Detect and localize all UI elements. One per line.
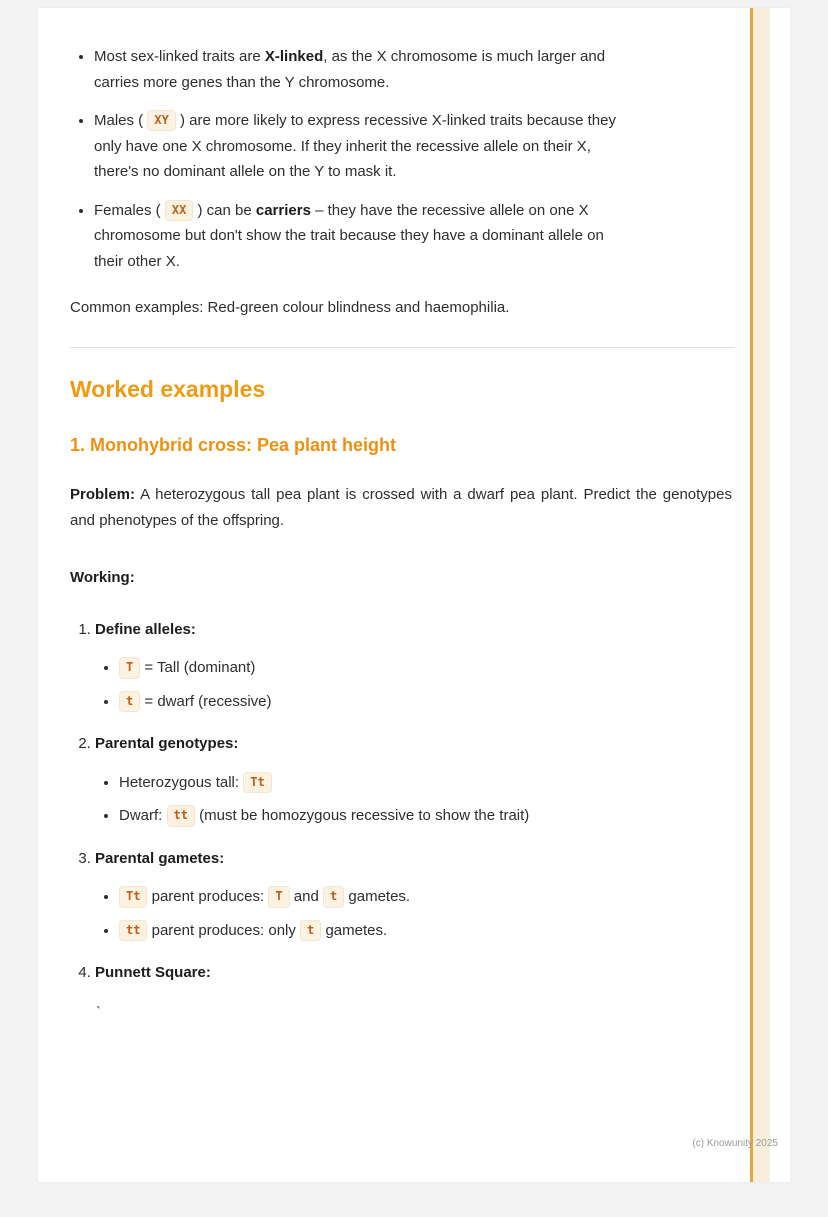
section-divider xyxy=(70,347,735,348)
document-content xyxy=(38,8,790,1182)
stray-backtick: ` xyxy=(96,1003,101,1021)
sub-item-dwarf xyxy=(119,803,732,829)
text-run: parent produces: xyxy=(147,888,269,906)
sub-item-tt-gametes xyxy=(119,918,732,944)
bullet-item-x-linked xyxy=(94,44,626,95)
subsection-heading-monohybrid-cross: 1. Monohybrid cross: Pea plant height xyxy=(70,435,397,456)
genotype-chip-tt: tt xyxy=(119,920,147,941)
text-run: parent produces: only xyxy=(147,921,301,939)
worked-steps-list xyxy=(70,617,732,1026)
text-run: Heterozygous tall: xyxy=(119,773,244,791)
allele-chip-T: T xyxy=(119,657,140,678)
step-title: Parental genotypes: xyxy=(95,735,239,753)
working-label-paragraph xyxy=(70,565,732,591)
bold-run: carriers xyxy=(255,201,311,219)
sex-linked-bullet-list xyxy=(70,44,626,274)
step-title: Punnett Square: xyxy=(95,964,211,982)
step-punnett-square xyxy=(95,960,732,1025)
genotype-chip-Tt: Tt xyxy=(243,772,271,793)
text-run: ) can be xyxy=(193,201,256,219)
define-alleles-sublist xyxy=(95,655,732,714)
bullet-item-males xyxy=(94,108,626,185)
text-run: (must be homozygous recessive to show the trait) xyxy=(194,807,530,825)
step-title: Parental gametes: xyxy=(95,849,225,867)
genotype-chip-tt: tt xyxy=(167,805,195,826)
section-heading-worked-examples: Worked examples xyxy=(70,375,266,402)
text-run: A heterozygous tall pea plant is crossed with a dwarf pea plant. Predict the genotypes and phenotypes of the offspring. xyxy=(70,486,732,529)
gamete-chip-T: T xyxy=(268,886,289,907)
genotype-chip-xx: XX xyxy=(165,200,193,221)
parental-gametes-sublist xyxy=(95,884,732,943)
gamete-chip-t: t xyxy=(300,920,321,941)
sub-item-heterozygous-tall xyxy=(119,770,732,796)
text-run: Males ( xyxy=(94,112,148,129)
text-run: = dwarf (recessive) xyxy=(140,692,272,710)
step-title: Define alleles: xyxy=(95,620,196,638)
text-run: Females ( xyxy=(94,201,165,219)
step-define-alleles xyxy=(95,617,732,715)
text-run: and xyxy=(289,888,323,906)
parental-genotypes-sublist xyxy=(95,770,732,829)
text-run: , as the X chromosome is much larger and carries more genes than the Y chromosome. xyxy=(94,48,606,91)
step-parental-genotypes xyxy=(95,731,732,829)
text-run: = Tall (dominant) xyxy=(140,659,256,677)
sub-item-Tt-gametes xyxy=(119,884,732,910)
text-run: ) are more likely to express recessive X-linked traits because they only have one X chromosome. If they inherit the recessive allele on their X, there's no dominant allele on the Y to mask it. xyxy=(94,112,616,180)
allele-chip-t: t xyxy=(119,691,140,712)
problem-paragraph xyxy=(70,482,732,533)
copyright-footer: (c) Knowunity 2025 xyxy=(692,1138,778,1150)
text-run: Dwarf: xyxy=(119,807,167,825)
working-label: Working: xyxy=(70,569,135,587)
genotype-chip-Tt: Tt xyxy=(119,886,147,907)
sub-item-dwarf-allele xyxy=(119,689,732,715)
step-parental-gametes xyxy=(95,846,732,944)
genotype-chip-xy: XY xyxy=(147,110,175,131)
problem-label: Problem: xyxy=(70,486,136,504)
bold-run: X-linked xyxy=(264,48,324,65)
text-run: gametes. xyxy=(321,921,388,939)
text-run: – they have the recessive allele on one X chromosome but don't show the trait because they have a dominant allele on their other X. xyxy=(94,201,604,270)
gamete-chip-t: t xyxy=(323,886,344,907)
common-examples-note: Common examples: Red-green colour blindness and haemophilia. xyxy=(70,299,510,316)
document-page xyxy=(38,8,790,1182)
text-run: gametes. xyxy=(344,888,411,906)
bullet-item-females xyxy=(94,198,626,275)
sub-item-tall-allele xyxy=(119,655,732,681)
text-run: Most sex-linked traits are xyxy=(94,48,265,65)
